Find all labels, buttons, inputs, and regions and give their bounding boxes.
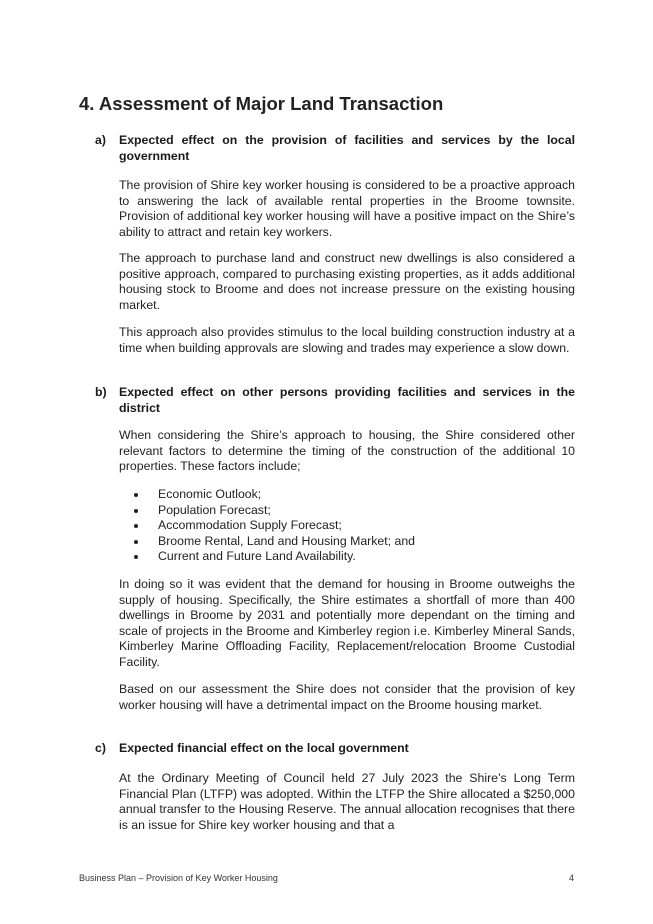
list-item: Population Forecast; xyxy=(119,503,415,519)
section-c-heading xyxy=(95,741,575,757)
section-b-heading xyxy=(95,385,575,416)
section-c-letter: c) xyxy=(95,741,106,755)
section-b-intro: When considering the Shire’s approach to housing, the Shire considered other relevant factors to determine the timing of the construction of the additional 10 properties. These factors include; xyxy=(119,428,575,473)
section-b-paragraph-1: In doing so it was evident that the demand for housing in Broome outweighs the supply of housing. Specifically, the Shire estimates a shortfall of more than 400 dwellings in Broome by 2031 and potentially more dependant on the timing and scale of projects in the Broome and Kimberley region i.e. Kimberley Mineral Sands, Kimberley Marine Offloading Facility, Replacement/relocation Broome Custodial Facility. xyxy=(119,577,575,669)
bullet-icon xyxy=(134,524,138,528)
factors-list xyxy=(119,487,415,565)
section-a-title: Expected effect on the provision of facilities and services by the local government xyxy=(119,133,575,163)
bullet-icon xyxy=(134,493,138,497)
section-c-title: Expected financial effect on the local government xyxy=(119,741,409,755)
section-a-paragraph-2: The approach to purchase land and construct new dwellings is also considered a positive approach, compared to purchasing existing properties, as it adds additional housing stock to Broome and does not increase pressure on the existing housing market. xyxy=(119,251,575,312)
section-b-letter: b) xyxy=(95,385,107,399)
list-item: Economic Outlook; xyxy=(119,487,415,503)
section-a-heading xyxy=(95,133,575,164)
section-b-paragraph-2: Based on our assessment the Shire does not consider that the provision of key worker housing will have a detrimental impact on the Broome housing market. xyxy=(119,682,575,712)
list-item: Accommodation Supply Forecast; xyxy=(119,518,415,534)
bullet-icon xyxy=(134,540,138,544)
list-item: Current and Future Land Availability. xyxy=(119,549,415,565)
bullet-icon xyxy=(134,509,138,513)
section-a-letter: a) xyxy=(95,133,106,147)
page-heading: 4. Assessment of Major Land Transaction xyxy=(79,93,444,114)
footer-title: Business Plan – Provision of Key Worker Housing xyxy=(79,873,278,883)
page-number: 4 xyxy=(569,873,575,883)
section-c-paragraph-1: At the Ordinary Meeting of Council held 27 July 2023 the Shire’s Long Term Financial Plan (LTFP) was adopted. Within the LTFP the Shire allocated a $250,000 annual transfer to the Housing Reserve. The annual allocation recognises that there is an issue for Shire key worker housing and that a xyxy=(119,771,575,832)
section-a-paragraph-3: This approach also provides stimulus to the local building construction industry at a time when building approvals are slowing and trades may experience a slow down. xyxy=(119,325,575,355)
list-item: Broome Rental, Land and Housing Market; and xyxy=(119,534,415,550)
bullet-icon xyxy=(134,555,138,559)
section-b-title: Expected effect on other persons providing facilities and services in the district xyxy=(119,385,575,415)
section-a-paragraph-1: The provision of Shire key worker housing is considered to be a proactive approach to answering the lack of available rental properties in the Broome townsite. Provision of additional key worker housing will have a positive impact on the Shire’s ability to attract and retain key workers. xyxy=(119,178,575,239)
